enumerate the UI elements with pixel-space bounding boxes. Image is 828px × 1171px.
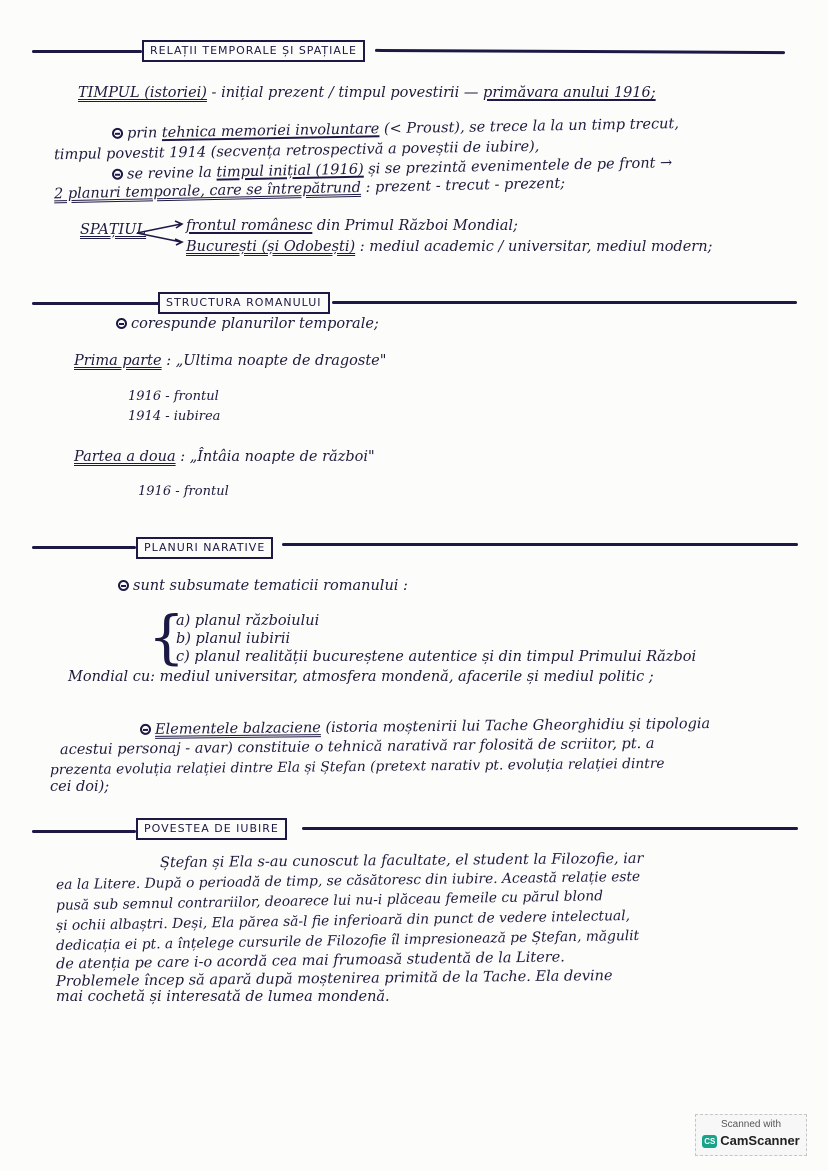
bullet-line: se revine la timpul inițial (1916) și se prezintă evenimentele de pe front → [112, 154, 672, 184]
story-line: Problemele încep să apară după moștenirea primită de la Tache. Ela devine [55, 968, 613, 990]
camscanner-logo-icon: CS [704, 1136, 716, 1146]
camscanner-watermark: Scanned with CS CamScanner [695, 1114, 807, 1156]
section-title-relatii: RELAȚII TEMPORALE ȘI SPAȚIALE [142, 40, 365, 62]
camscanner-brand: CamScanner [720, 1133, 800, 1148]
bullet-line: sunt subsumate tematicii romanului : [118, 577, 408, 595]
story-line: ea la Litere. După o perioadă de timp, se căsătoresc din iubire. Această relație este [55, 868, 641, 894]
part-item: 1916 - frontul [138, 484, 229, 499]
bullet-icon [140, 724, 151, 735]
spatiul-item: frontul românesc din Primul Război Mondial; [186, 218, 518, 234]
brace-icon: { [148, 603, 185, 671]
text-line: prezenta evoluția relației dintre Ela și Ștefan (pretext narativ pt. evoluția relației dintre [49, 755, 665, 779]
section-divider [332, 301, 797, 304]
timpul-line: TIMPUL (istoriei) - inițial prezent / timpul povestirii — primăvara anului 1916; [78, 85, 656, 101]
part-heading: Partea a doua : „Întâia noapte de război" [74, 449, 375, 465]
bullet-line: corespunde planurilor temporale; [116, 315, 379, 333]
part-item: 1916 - frontul [128, 389, 219, 404]
section-divider [32, 830, 136, 833]
story-line: de atenția pe care i-o acordă cea mai frumoasă studentă de la Litere. [55, 949, 565, 973]
story-line: mai cochetă și interesată de lumea mondenă. [56, 989, 390, 1005]
spatiul-item: București (și Odobești) : mediul academic / universitar, mediul modern; [186, 239, 713, 255]
list-item: c) planul realității bucureștene autentice și din timpul Primului Război [176, 649, 697, 665]
part-heading: Prima parte : „Ultima noapte de dragoste" [74, 353, 387, 369]
bullet-icon [112, 169, 123, 180]
story-line: dedicația ei pt. a înțelege cursurile de Filozofie îl impresionează pe Ștefan, măgulit [55, 927, 640, 955]
bullet-icon [116, 318, 127, 329]
text-line: cei doi); [50, 779, 110, 795]
story-line: Ștefan și Ela s-au cunoscut la facultate, el student la Filozofie, iar [159, 850, 644, 872]
bullet-icon [118, 580, 129, 591]
list-item: b) planul iubirii [176, 631, 291, 647]
spatiul-label: SPAȚIUL [80, 222, 147, 238]
text-line: Mondial cu: mediul universitar, atmosfera mondenă, afacerile și mediul politic ; [68, 669, 654, 685]
section-divider [302, 827, 798, 830]
split-arrow-icon [135, 220, 185, 246]
section-divider [282, 543, 798, 546]
story-line: și ochii albaștri. Deși, Ela părea să-l fie inferioară din punct de vedere intelectual, [55, 907, 631, 935]
section-title-structura: STRUCTURA ROMANULUI [158, 292, 330, 314]
bullet-icon [112, 128, 123, 139]
section-divider [32, 546, 136, 549]
section-title-planuri: PLANURI NARATIVE [136, 537, 273, 559]
part-item: 1914 - iubirea [128, 409, 221, 424]
story-line: pusă sub semnul contrariilor, deoarece lui nu-i plăceau femeile cu părul blond [55, 888, 604, 914]
list-item: a) planul războiului [176, 613, 320, 629]
section-divider [32, 50, 142, 53]
bullet-line: Elementele balzaciene (istoria moștenirii lui Tache Gheorghidiu și tipologia [140, 715, 710, 739]
section-title-povestea: POVESTEA DE IUBIRE [136, 818, 287, 840]
timpul-label: TIMPUL (istoriei) [78, 85, 207, 101]
section-divider [375, 49, 785, 54]
text-line: 2 planuri temporale, care se întrepătrund : prezent - trecut - prezent; [53, 175, 566, 203]
section-divider [32, 302, 160, 305]
bullet-line: prin tehnica memoriei involuntare (< Proust), se trece la la un timp trecut, [112, 115, 679, 143]
text-line: timpul povestit 1914 (secvența retrospectivă a poveștii de iubire), [53, 138, 540, 164]
text-line: acestui personaj - avar) constituie o tehnică narativă rar folosită de scriitor, pt. a [59, 735, 655, 759]
